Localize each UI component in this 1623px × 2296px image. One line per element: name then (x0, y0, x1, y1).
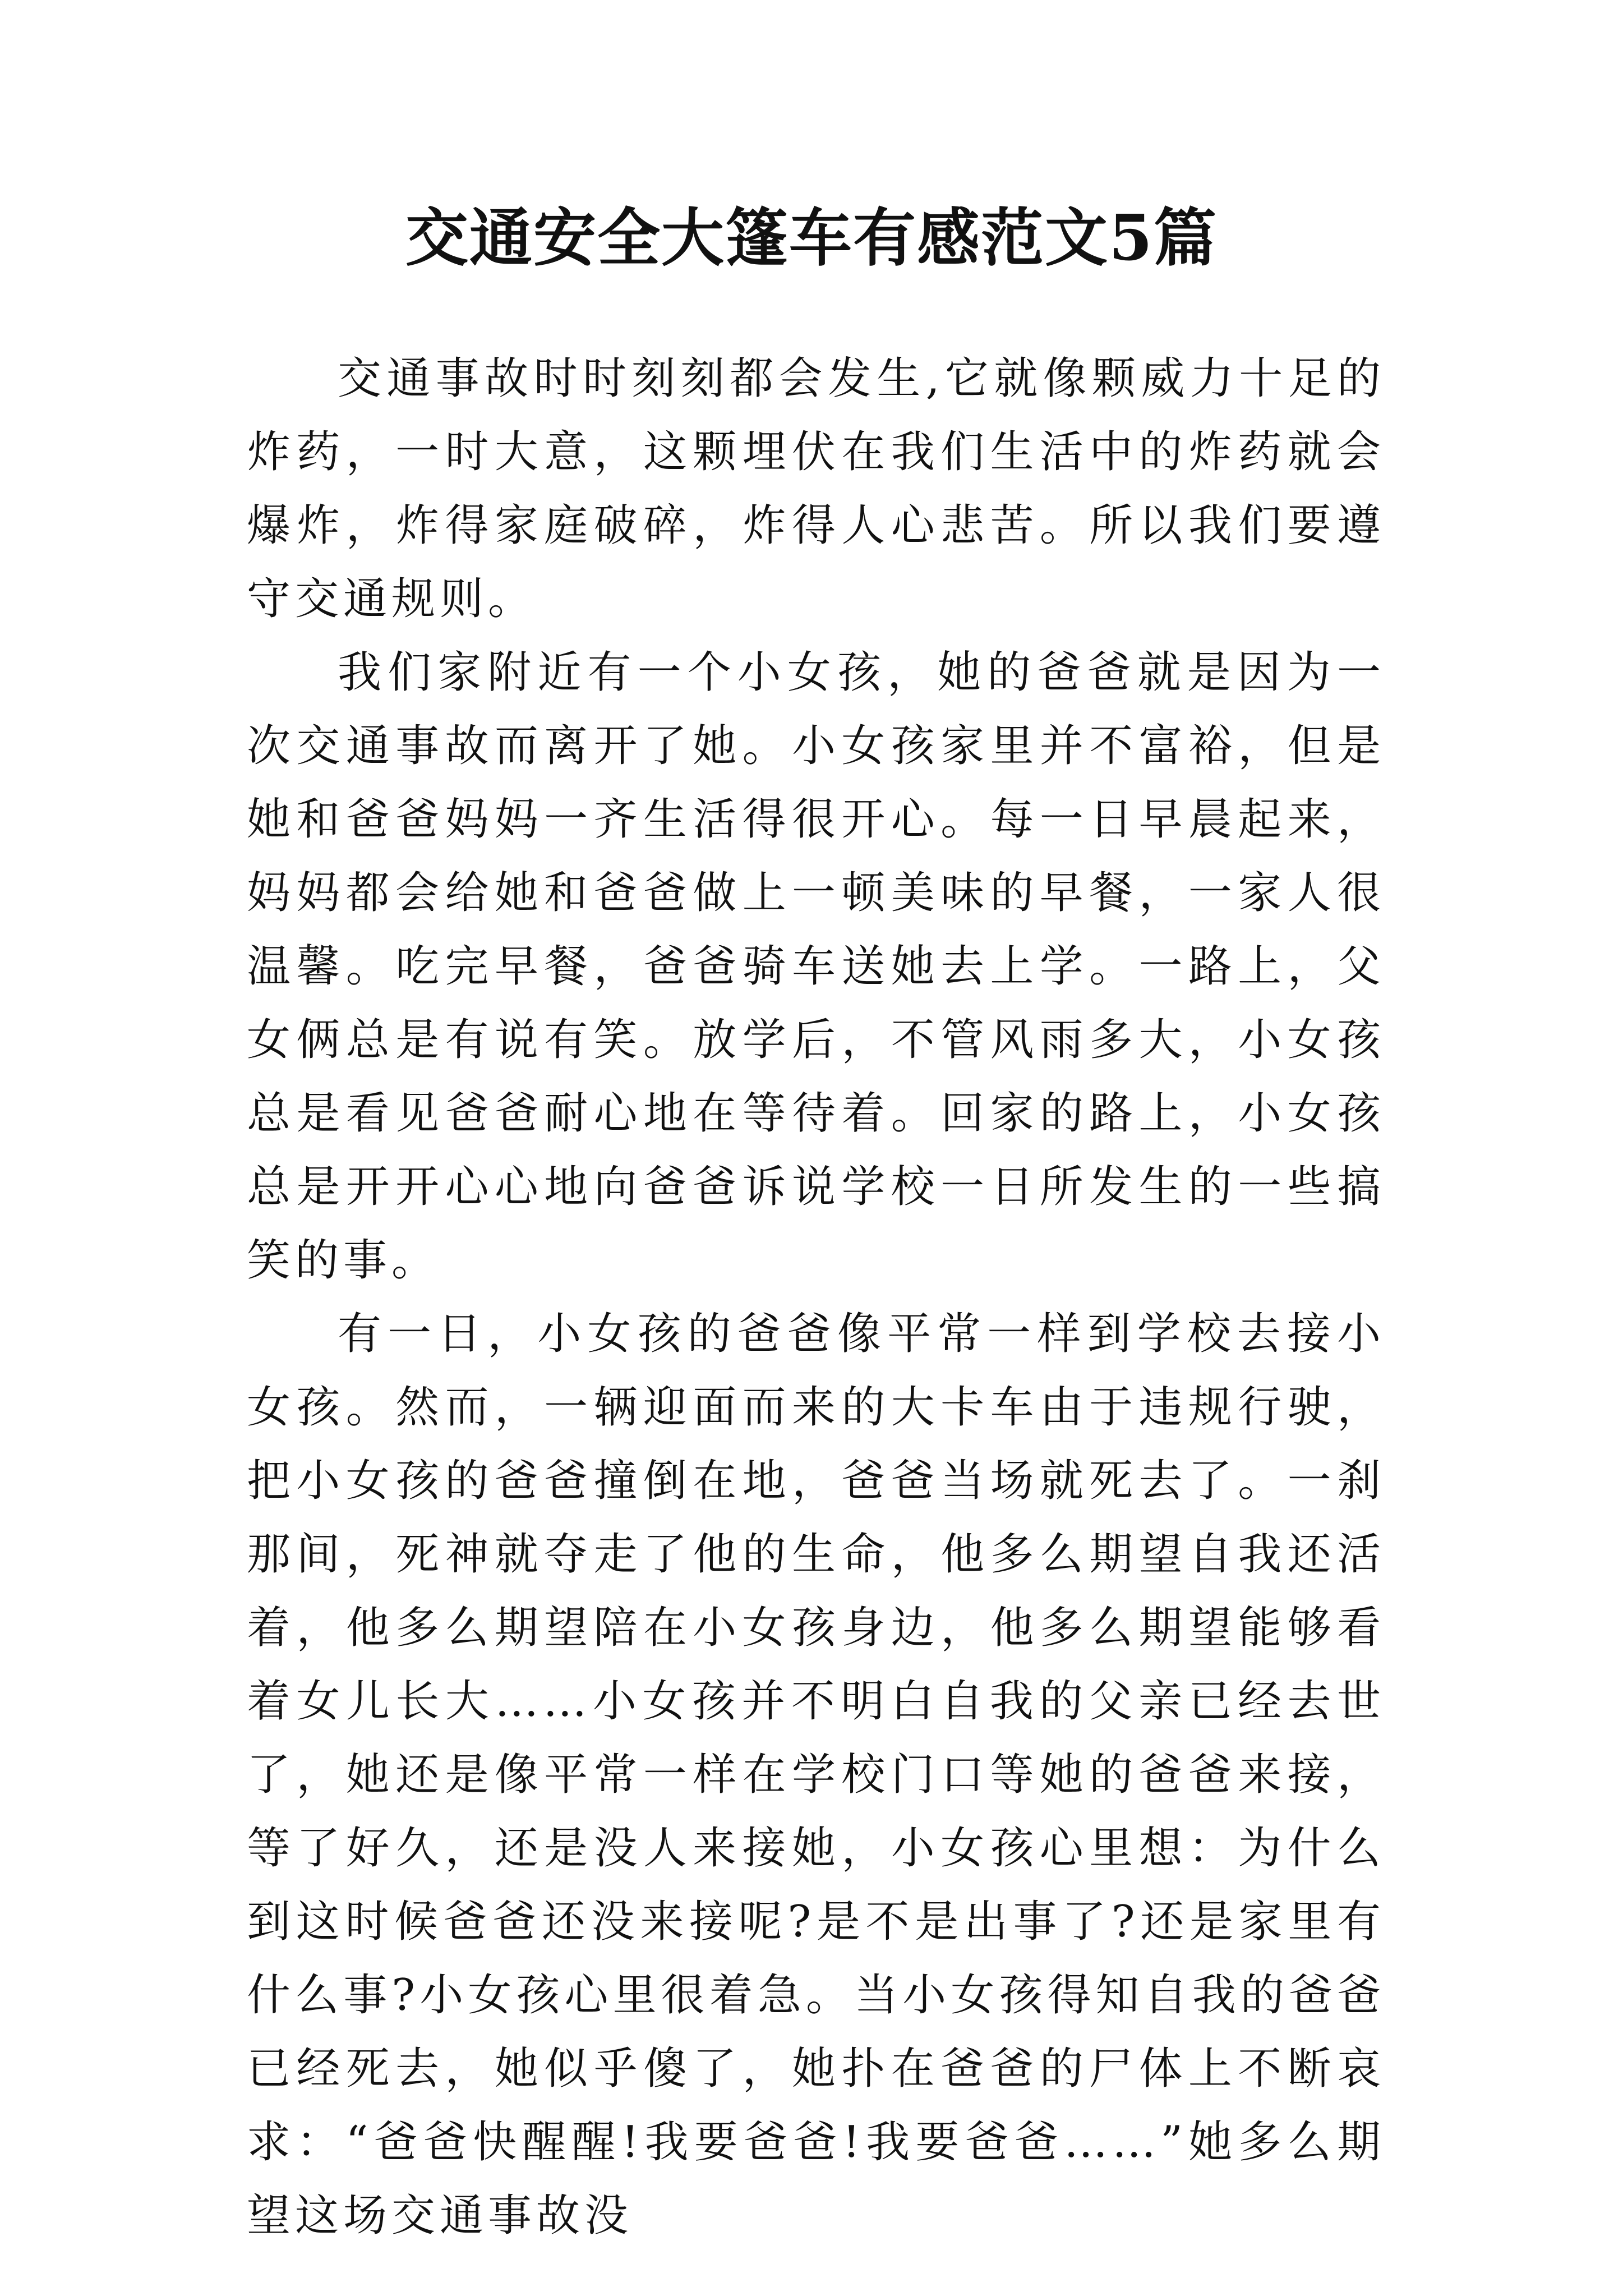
paragraph-2: 我们家附近有一个小女孩，她的爸爸就是因为一次交通事故而离开了她。小女孩家里并不富裕，但是她和爸爸妈妈一齐生活得很开心。每一日早晨起来，妈妈都会给她和爸爸做上一顿美味的早餐，一家人很温馨。吃完早餐，爸爸骑车送她去上学。一路上，父女俩总是有说有笑。放学后，不管风雨多大，小女孩总是看见爸爸耐心地在等待着。回家的路上，小女孩总是开开心心地向爸爸诉说学校一日所发生的一些搞笑的事。 (247, 647, 1385, 1286)
document-title: 交通安全大篷车有感范文5篇 (405, 201, 1218, 275)
paragraph-1: 交通事故时时刻刻都会发生,它就像颗威力十足的炸药，一时大意，这颗埋伏在我们生活中的炸药就会爆炸，炸得家庭破碎，炸得人心悲苦。所以我们要遵守交通规则。 (247, 353, 1385, 624)
document-body (247, 342, 1385, 2253)
paragraph-3: 有一日，小女孩的爸爸像平常一样到学校去接小女孩。然而，一辆迎面而来的大卡车由于违规行驶，把小女孩的爸爸撞倒在地，爸爸当场就死去了。一刹那间，死神就夺走了他的生命，他多么期望自我还活着，他多么期望陪在小女孩身边，他多么期望能够看着女儿长大……小女孩并不明白自我的父亲已经去世了，她还是像平常一样在学校门口等她的爸爸来接，等了好久，还是没人来接她，小女孩心里想：为什么到这时候爸爸还没来接呢?是不是出事了?还是家里有什么事?小女孩心里很着急。当小女孩得知自我的爸爸已经死去，她似乎傻了，她扑在爸爸的尸体上不断哀求：“爸爸快醒醒!我要爸爸!我要爸爸……”她多么期望这场交通事故没 (247, 1309, 1385, 2241)
